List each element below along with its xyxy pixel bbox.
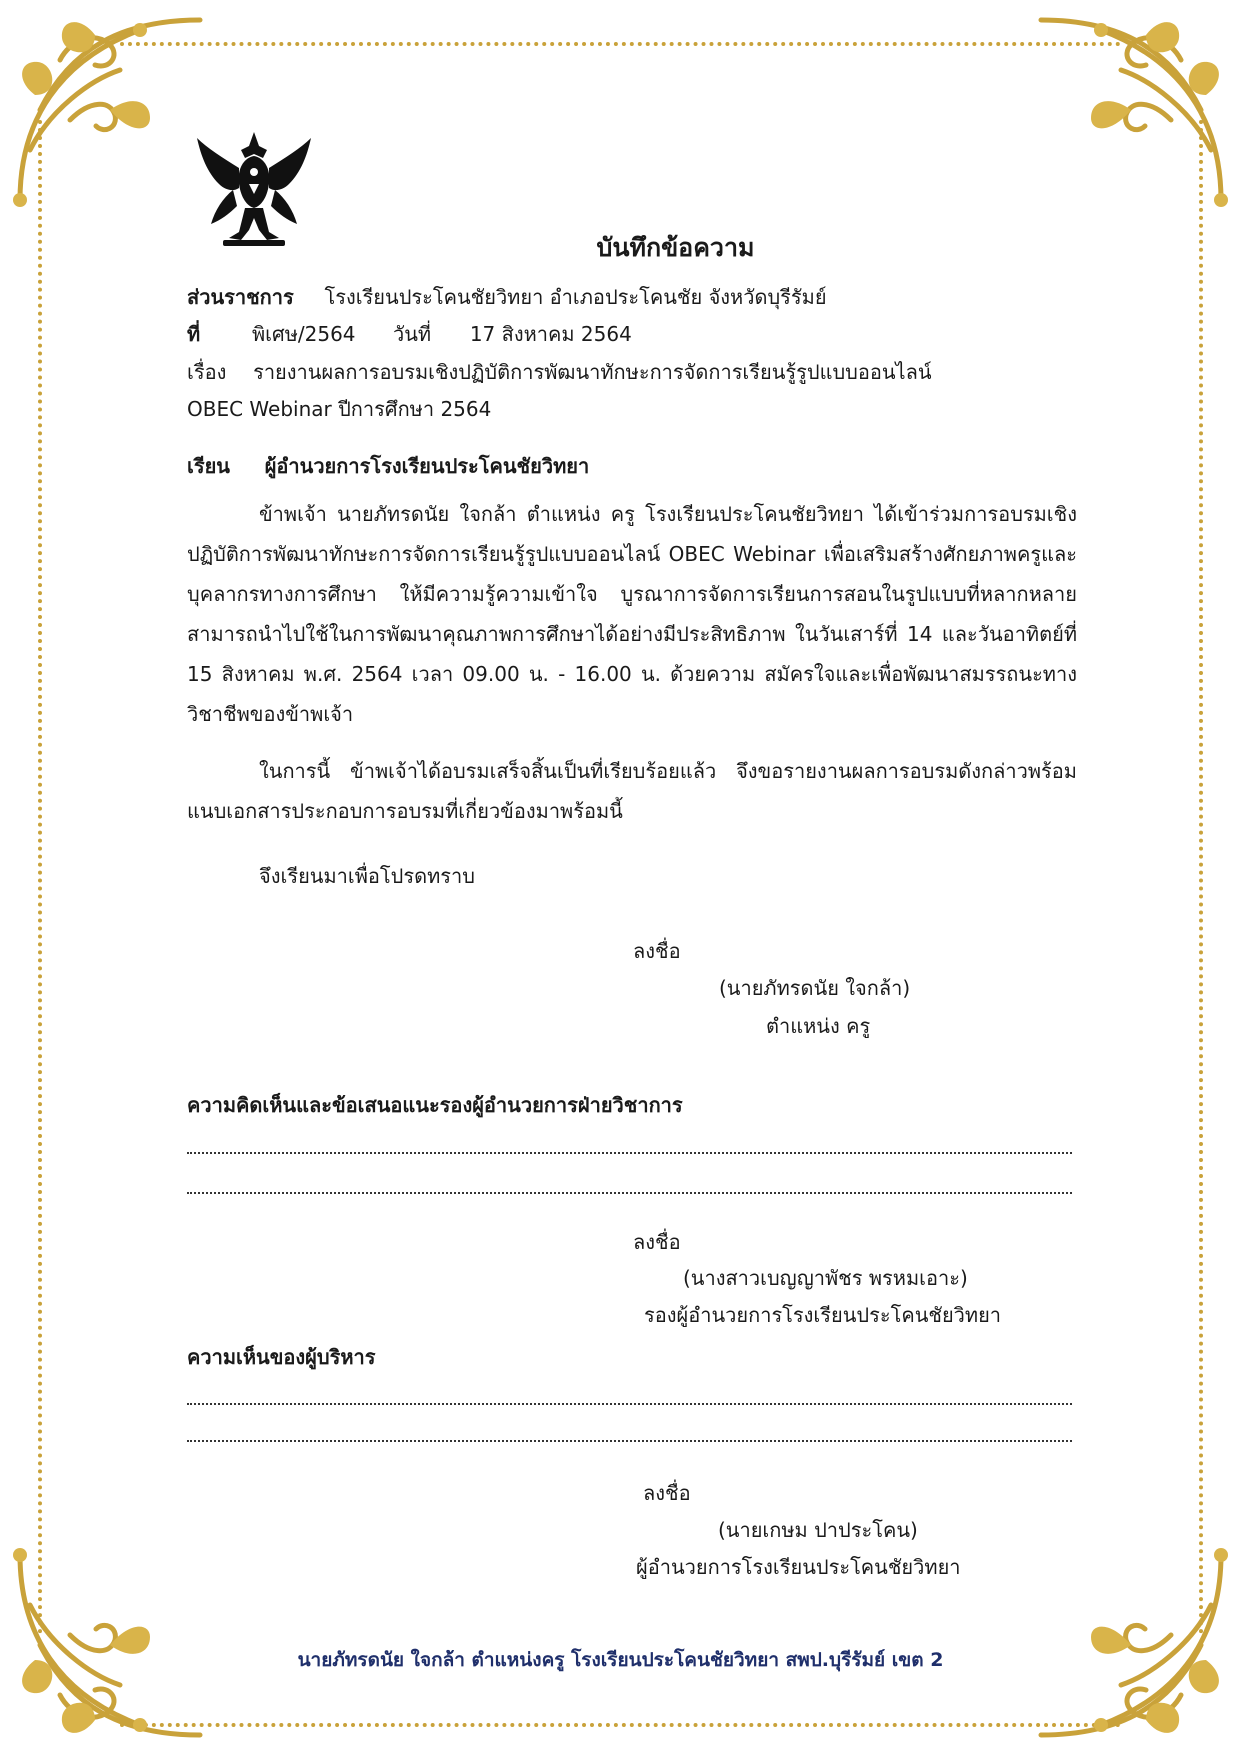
reference-value-cell [252, 320, 356, 348]
signature-1-position: ตำแหน่ง ครู [766, 1014, 871, 1038]
deputy-comment-dotted-line-2 [187, 1192, 1072, 1194]
gold-ornament-corner-top-right [1011, 0, 1241, 230]
document-title: บันทึกข้อความ [596, 233, 755, 262]
deputy-comment-dotted-line-1 [187, 1152, 1072, 1154]
deputy-name: (นางสาวเบญญาพัชร พรหมเอาะ) [683, 1266, 968, 1290]
department-value: โรงเรียนประโคนชัยวิทยา อำเภอประโคนชัย จังหวัดบุรีรัมย์ [324, 285, 827, 309]
date-value: 17 สิงหาคม 2564 [469, 322, 632, 346]
recipient-label: เรียน [187, 454, 230, 478]
subject-label: เรื่อง [187, 360, 227, 384]
deputy-position: รองผู้อำนวยการโรงเรียนประโคนชัยวิทยา [644, 1303, 1002, 1327]
signature-1-label: ลงชื่อ [633, 939, 681, 963]
deputy-comment-heading: ความคิดเห็นและข้อเสนอแนะรองผู้อำนวยการฝ่ายวิชาการ [187, 1093, 683, 1117]
frame-bottom-border [120, 1723, 1121, 1727]
director-comment-dotted-line-1 [187, 1403, 1072, 1405]
director-name: (นายเกษม ปาประโคน) [718, 1518, 918, 1542]
director-comment-heading: ความเห็นของผู้บริหาร [187, 1345, 376, 1369]
recipient-row [187, 452, 589, 480]
deputy-sign-label: ลงชื่อ [633, 1230, 681, 1254]
gold-ornament-corner-bottom-right [1011, 1525, 1241, 1755]
reference-label-cell [187, 320, 200, 348]
body-paragraph-1 [187, 494, 1077, 734]
department-label: ส่วนราชการ [187, 285, 294, 309]
body-paragraph-2 [187, 751, 1077, 831]
subject-line-2: OBEC Webinar ปีการศึกษา 2564 [187, 397, 492, 421]
body-paragraph-2-text: ในการนี้ ข้าพเจ้าได้อบรมเสร็จสิ้นเป็นที่เรียบร้อยแล้ว จึงขอรายงานผลการอบรมดังกล่าวพร้อมแนบเอกสารประกอบการอบรมที่เกี่ยวข้องมาพร้อมนี้ [187, 759, 1077, 823]
closing-text: จึงเรียนมาเพื่อโปรดทราบ [259, 864, 475, 888]
signature-1-name: (นายภัทรดนัย ใจกล้า) [719, 976, 911, 1000]
frame-top-border [120, 42, 1121, 46]
reference-value: พิเศษ/2564 [252, 322, 356, 346]
subject-line-1: รายงานผลการอบรมเชิงปฏิบัติการพัฒนาทักษะการจัดการเรียนรู้รูปแบบออนไลน์ [253, 360, 932, 384]
director-position: ผู้อำนวยการโรงเรียนประโคนชัยวิทยา [636, 1555, 961, 1579]
date-row [393, 320, 632, 348]
recipient-value: ผู้อำนวยการโรงเรียนประโคนชัยวิทยา [264, 454, 590, 478]
subject-row [187, 358, 932, 386]
department-row [187, 283, 827, 311]
footer-text: นายภัทรดนัย ใจกล้า ตำแหน่งครู โรงเรียนประโคนชัยวิทยา สพป.บุรีรัมย์ เขต 2 [297, 1649, 944, 1671]
reference-label: ที่ [187, 322, 201, 346]
date-label: วันที่ [393, 322, 432, 346]
frame-right-border [1199, 120, 1203, 1635]
director-comment-dotted-line-2 [187, 1440, 1072, 1442]
director-sign-label: ลงชื่อ [643, 1481, 691, 1505]
body-paragraph-1-text: ข้าพเจ้า นายภัทรดนัย ใจกล้า ตำแหน่ง ครู โรงเรียนประโคนชัยวิทยา ได้เข้าร่วมการอบรมเชิงปฏิบัติการพัฒนาทักษะการจัดการเรียนรู้รูปแบบออนไลน์ OBEC Webinar เพื่อเสริมสร้างศักยภาพครูและบุคลากรทางการศึกษา ให้มีความรู้ความเข้าใจ บูรณาการจัดการเรียนการสอนในรูปแบบที่หลากหลาย สามารถนำไปใช้ในการพัฒนาคุณภาพการศึกษาได้อย่างมีประสิทธิภาพ ในวันเสาร์ที่ 14 และวันอาทิตย์ที่ 15 สิงหาคม พ.ศ. 2564 เวลา 09.00 น. - 16.00 น. ด้วยความ สมัครใจและเพื่อพัฒนาสมรรถนะทางวิชาชีพของข้าพเจ้า [187, 502, 1077, 726]
frame-left-border [38, 120, 42, 1635]
gold-ornament-corner-bottom-left [0, 1525, 230, 1755]
